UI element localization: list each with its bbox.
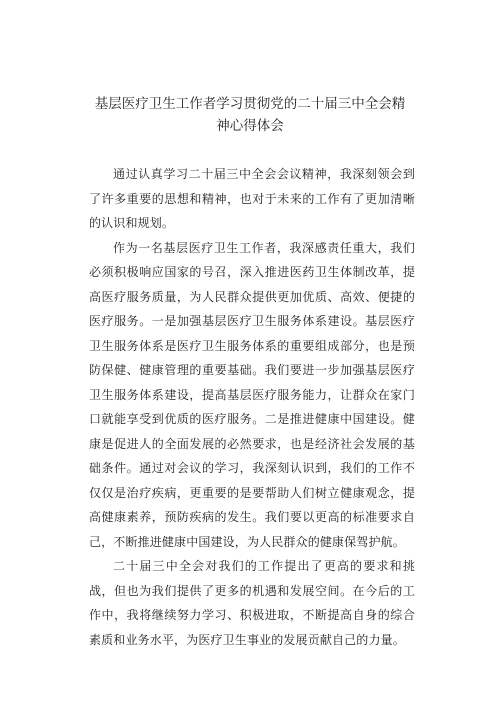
paragraph-2: 作为一名基层医疗卫生工作者，我深感责任重大，我们必须积极响应国家的号召，深入推进医药卫生体制改革，提高医疗服务质量，为人民群众提供更加优质、高效、便捷的医疗服务。一是加强基层医疗卫生服务体系建设。基层医疗卫生服务体系是医疗卫生服务体系的重要组成部分，也是预防保健、健康管理的重要基础。我们要进一步加强基层医疗卫生服务体系建设，提高基层医疗服务能力，让群众在家门口就能享受到优质的医疗服务。二是推进健康中国建设。健康是促进人的全面发展的必然要求，也是经济社会发展的基础条件。通过对会议的学习，我深刻认识到，我们的工作不仅仅是治疗疾病，更重要的是要帮助人们树立健康观念，提高健康素养，预防疾病的发生。我们要以更高的标准要求自己，不断推进健康中国建设，为人民群众的健康保驾护航。 (89, 240, 415, 549)
document-body (89, 162, 415, 652)
paragraph-3: 二十届三中全会对我们的工作提出了更高的要求和挑战，但也为我们提供了更多的机遇和发展空间。在今后的工作中，我将继续努力学习、积极进取，不断提高自身的综合素质和业务水平，为医疗卫生事业的发展贡献自己的力量。 (89, 559, 415, 647)
paragraph-1: 通过认真学习二十届三中全会会议精神，我深刻领会到了许多重要的思想和精神，也对于未来的工作有了更加清晰的认识和规划。 (89, 167, 415, 230)
document-title-line-1: 基层医疗卫生工作者学习贯彻党的二十届三中全会精 (94, 96, 406, 112)
document-title-line-2: 神心得体会 (216, 118, 284, 134)
